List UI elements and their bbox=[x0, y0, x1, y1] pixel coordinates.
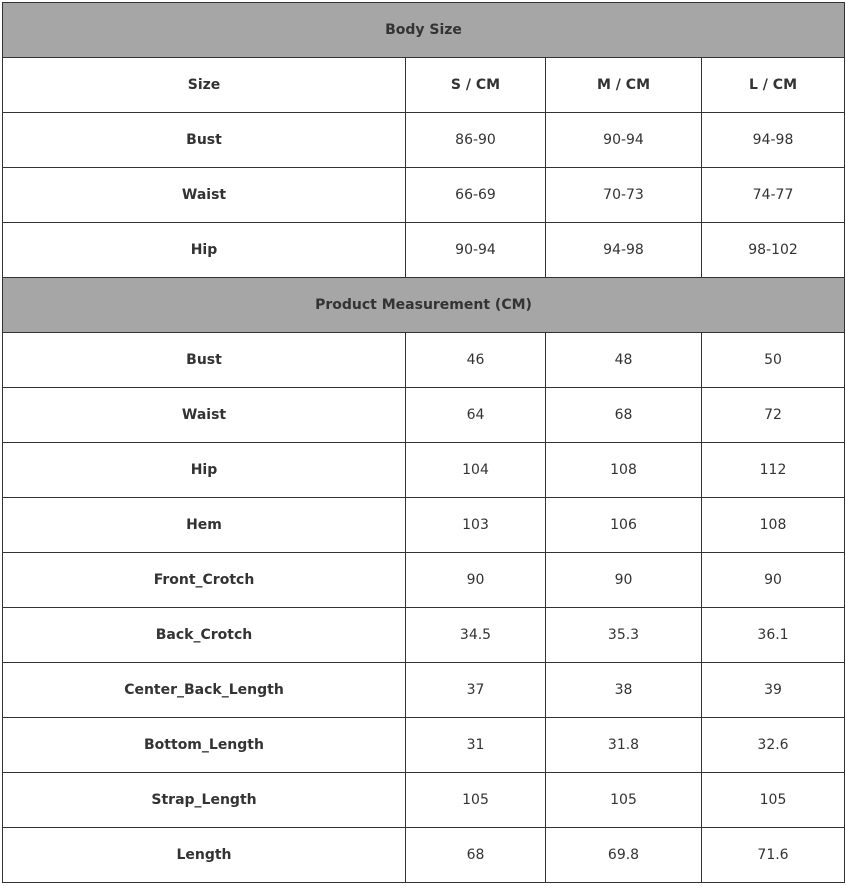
cell-value: 94-98 bbox=[546, 223, 702, 278]
row-label: Hip bbox=[3, 223, 406, 278]
cell-value: 108 bbox=[546, 443, 702, 498]
table-row bbox=[3, 553, 845, 608]
s-column-header: S / CM bbox=[406, 58, 546, 113]
row-label: Bust bbox=[3, 333, 406, 388]
l-column-header: L / CM bbox=[702, 58, 845, 113]
cell-value: 105 bbox=[546, 773, 702, 828]
table-row bbox=[3, 498, 845, 553]
cell-value: 103 bbox=[406, 498, 546, 553]
column-header-row bbox=[3, 58, 845, 113]
cell-value: 50 bbox=[702, 333, 845, 388]
cell-value: 70-73 bbox=[546, 168, 702, 223]
cell-value: 64 bbox=[406, 388, 546, 443]
cell-value: 90 bbox=[406, 553, 546, 608]
cell-value: 105 bbox=[702, 773, 845, 828]
cell-value: 31 bbox=[406, 718, 546, 773]
m-column-header: M / CM bbox=[546, 58, 702, 113]
cell-value: 98-102 bbox=[702, 223, 845, 278]
row-label: Bottom_Length bbox=[3, 718, 406, 773]
table-row bbox=[3, 718, 845, 773]
table-row bbox=[3, 113, 845, 168]
cell-value: 36.1 bbox=[702, 608, 845, 663]
body-size-title: Body Size bbox=[3, 3, 845, 58]
cell-value: 38 bbox=[546, 663, 702, 718]
cell-value: 94-98 bbox=[702, 113, 845, 168]
cell-value: 35.3 bbox=[546, 608, 702, 663]
cell-value: 86-90 bbox=[406, 113, 546, 168]
table-row bbox=[3, 333, 845, 388]
cell-value: 112 bbox=[702, 443, 845, 498]
cell-value: 34.5 bbox=[406, 608, 546, 663]
row-label: Waist bbox=[3, 168, 406, 223]
row-label: Center_Back_Length bbox=[3, 663, 406, 718]
row-label: Waist bbox=[3, 388, 406, 443]
cell-value: 39 bbox=[702, 663, 845, 718]
table-row bbox=[3, 828, 845, 883]
cell-value: 46 bbox=[406, 333, 546, 388]
table-row bbox=[3, 443, 845, 498]
cell-value: 71.6 bbox=[702, 828, 845, 883]
cell-value: 90 bbox=[702, 553, 845, 608]
cell-value: 90 bbox=[546, 553, 702, 608]
table-row bbox=[3, 388, 845, 443]
cell-value: 108 bbox=[702, 498, 845, 553]
row-label: Length bbox=[3, 828, 406, 883]
cell-value: 68 bbox=[546, 388, 702, 443]
cell-value: 69.8 bbox=[546, 828, 702, 883]
cell-value: 104 bbox=[406, 443, 546, 498]
cell-value: 72 bbox=[702, 388, 845, 443]
row-label: Back_Crotch bbox=[3, 608, 406, 663]
cell-value: 31.8 bbox=[546, 718, 702, 773]
cell-value: 74-77 bbox=[702, 168, 845, 223]
table-row bbox=[3, 608, 845, 663]
body-size-section-header bbox=[3, 3, 845, 58]
cell-value: 90-94 bbox=[546, 113, 702, 168]
size-column-header: Size bbox=[3, 58, 406, 113]
row-label: Hip bbox=[3, 443, 406, 498]
table-row bbox=[3, 168, 845, 223]
product-measurement-title: Product Measurement (CM) bbox=[3, 278, 845, 333]
row-label: Front_Crotch bbox=[3, 553, 406, 608]
cell-value: 68 bbox=[406, 828, 546, 883]
cell-value: 32.6 bbox=[702, 718, 845, 773]
row-label: Strap_Length bbox=[3, 773, 406, 828]
row-label: Bust bbox=[3, 113, 406, 168]
product-measurement-section-header bbox=[3, 278, 845, 333]
cell-value: 105 bbox=[406, 773, 546, 828]
cell-value: 106 bbox=[546, 498, 702, 553]
table-row bbox=[3, 663, 845, 718]
row-label: Hem bbox=[3, 498, 406, 553]
size-chart-table bbox=[2, 2, 845, 883]
table-row bbox=[3, 223, 845, 278]
cell-value: 90-94 bbox=[406, 223, 546, 278]
cell-value: 37 bbox=[406, 663, 546, 718]
cell-value: 48 bbox=[546, 333, 702, 388]
cell-value: 66-69 bbox=[406, 168, 546, 223]
table-row bbox=[3, 773, 845, 828]
